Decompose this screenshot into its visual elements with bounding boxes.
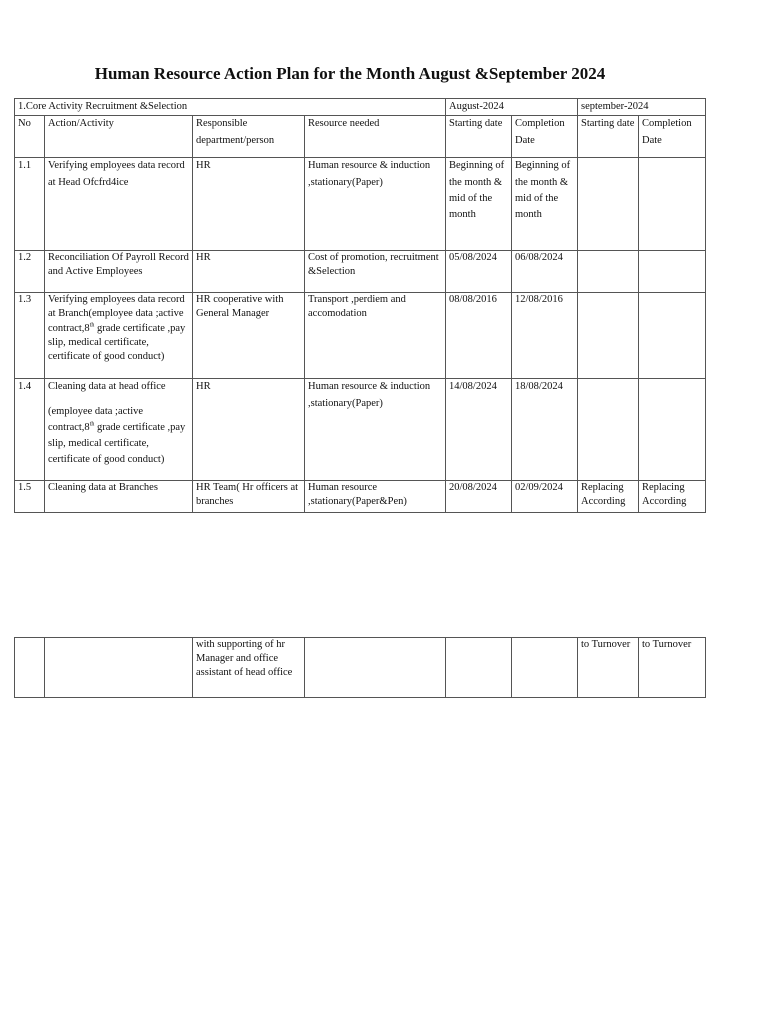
row-sep-start bbox=[578, 251, 639, 293]
row-responsible: HR bbox=[193, 379, 305, 481]
col-responsible: Responsible department/person bbox=[193, 116, 305, 158]
row-aug-completion: 18/08/2024 bbox=[512, 379, 578, 481]
table-row bbox=[15, 638, 706, 698]
row-action-text: (employee data ;active contract,8 bbox=[48, 405, 144, 433]
row-responsible: with supporting of hr Manager and office assistant of head office bbox=[193, 638, 305, 698]
row-action: Verifying employees data record at Head Ofcfrd4ice bbox=[45, 158, 193, 251]
row-action-text: grade certificate ,pay slip, medical certificate, certificate of good conduct) bbox=[48, 421, 186, 466]
row-aug-completion: 12/08/2016 bbox=[512, 293, 578, 379]
row-resource: Transport ,perdiem and accomodation bbox=[305, 293, 446, 379]
row-action: Cleaning data at Branches bbox=[45, 481, 193, 513]
row-sep-start: Replacing According bbox=[578, 481, 639, 513]
col-aug-completion: Completion Date bbox=[512, 116, 578, 158]
col-no: No bbox=[15, 116, 45, 158]
row-action-text: Verifying employees data record at Branch(employee data ;active contract,8 bbox=[48, 294, 185, 334]
september-header: september-2024 bbox=[578, 99, 706, 116]
table-row bbox=[15, 251, 706, 293]
row-sep-completion: to Turnover bbox=[639, 638, 706, 698]
row-no: 1.4 bbox=[15, 379, 45, 481]
continuation-table bbox=[14, 637, 706, 698]
row-aug-start bbox=[446, 638, 512, 698]
ordinal-suffix: th bbox=[89, 421, 95, 428]
table-row bbox=[15, 481, 706, 513]
page-title: Human Resource Action Plan for the Month August &September 2024 bbox=[94, 64, 606, 83]
column-header-row bbox=[15, 116, 706, 158]
col-sep-start: Starting date bbox=[578, 116, 639, 158]
col-sep-completion: Completion Date bbox=[639, 116, 706, 158]
ordinal-suffix: th bbox=[89, 322, 95, 329]
row-resource: Human resource ,stationary(Paper&Pen) bbox=[305, 481, 446, 513]
row-aug-completion: Beginning of the month & mid of the month bbox=[512, 158, 578, 251]
row-resource: Human resource & induction ,stationary(Paper) bbox=[305, 158, 446, 251]
row-no: 1.5 bbox=[15, 481, 45, 513]
row-aug-start: 20/08/2024 bbox=[446, 481, 512, 513]
row-sep-completion bbox=[639, 293, 706, 379]
row-no bbox=[15, 638, 45, 698]
col-resource: Resource needed bbox=[305, 116, 446, 158]
row-aug-start: Beginning of the month & mid of the month bbox=[446, 158, 512, 251]
col-action: Action/Activity bbox=[45, 116, 193, 158]
row-responsible: HR Team( Hr officers at branches bbox=[193, 481, 305, 513]
row-sep-completion: Replacing According bbox=[639, 481, 706, 513]
row-no: 1.3 bbox=[15, 293, 45, 379]
row-aug-start: 05/08/2024 bbox=[446, 251, 512, 293]
row-sep-start bbox=[578, 158, 639, 251]
row-action bbox=[45, 638, 193, 698]
row-resource: Cost of promotion, recruitment &Selection bbox=[305, 251, 446, 293]
row-action bbox=[45, 293, 193, 379]
row-no: 1.2 bbox=[15, 251, 45, 293]
row-sep-start: to Turnover bbox=[578, 638, 639, 698]
row-sep-start bbox=[578, 379, 639, 481]
col-aug-start: Starting date bbox=[446, 116, 512, 158]
table-row bbox=[15, 379, 706, 481]
row-aug-completion bbox=[512, 638, 578, 698]
row-sep-completion bbox=[639, 158, 706, 251]
row-resource: Human resource & induction ,stationary(Paper) bbox=[305, 379, 446, 481]
row-resource bbox=[305, 638, 446, 698]
row-responsible: HR bbox=[193, 158, 305, 251]
row-responsible: HR cooperative with General Manager bbox=[193, 293, 305, 379]
august-header: August-2024 bbox=[446, 99, 578, 116]
action-plan-table bbox=[14, 98, 706, 513]
row-action-text: grade certificate ,pay slip, medical certificate, certificate of good conduct) bbox=[48, 322, 186, 362]
row-action-title: Cleaning data at head office bbox=[48, 381, 166, 393]
section-title: 1.Core Activity Recruitment &Selection bbox=[15, 99, 446, 116]
row-no: 1.1 bbox=[15, 158, 45, 251]
row-sep-completion bbox=[639, 251, 706, 293]
row-action: Reconciliation Of Payroll Record and Active Employees bbox=[45, 251, 193, 293]
section-header-row bbox=[15, 99, 706, 116]
row-responsible: HR bbox=[193, 251, 305, 293]
row-sep-completion bbox=[639, 379, 706, 481]
row-aug-completion: 06/08/2024 bbox=[512, 251, 578, 293]
table-row bbox=[15, 158, 706, 251]
row-sep-start bbox=[578, 293, 639, 379]
table-row bbox=[15, 293, 706, 379]
row-aug-start: 08/08/2016 bbox=[446, 293, 512, 379]
row-action bbox=[45, 379, 193, 481]
row-aug-completion: 02/09/2024 bbox=[512, 481, 578, 513]
row-aug-start: 14/08/2024 bbox=[446, 379, 512, 481]
